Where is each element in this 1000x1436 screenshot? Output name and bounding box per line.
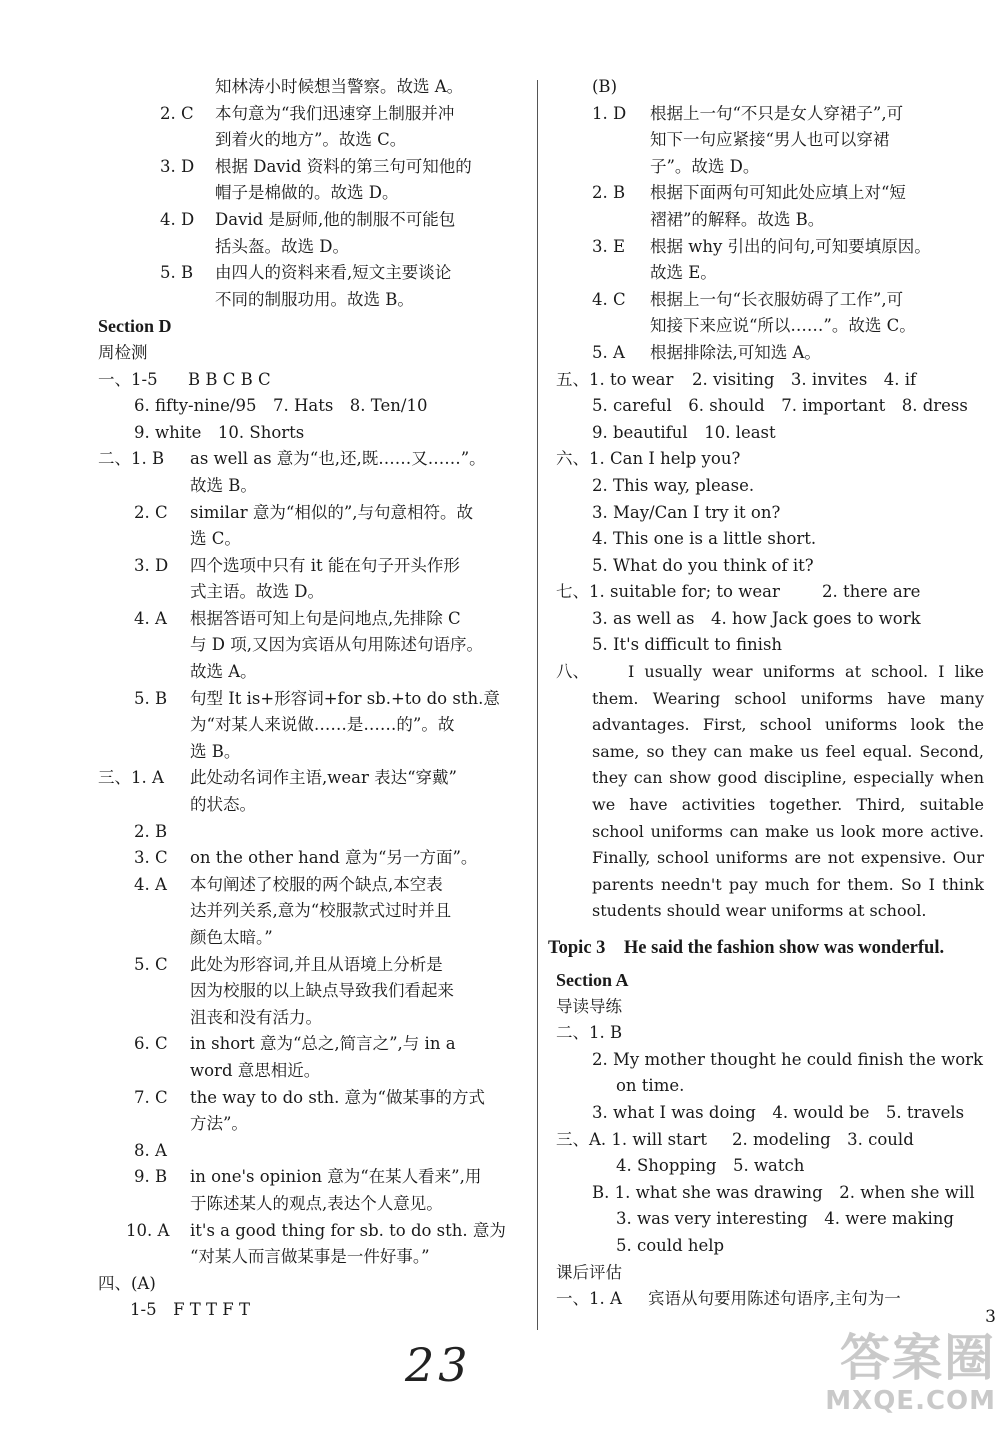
answer-line xyxy=(98,792,528,819)
answer-text: 为“对某人来说做……是……的”。故 xyxy=(190,715,455,735)
answer-line xyxy=(556,1100,984,1127)
item-number: 4. A xyxy=(134,608,167,628)
answer-line xyxy=(556,101,984,128)
answer-text: 9. beautiful 10. least xyxy=(592,422,776,442)
answer-text: 5. could help xyxy=(616,1235,725,1255)
answer-text: 选 C。 xyxy=(190,529,241,549)
answer-text: 本句阐述了校服的两个缺点,本空表 xyxy=(190,874,443,894)
answer-text: 5. careful 6. should 7. important 8. dress xyxy=(592,396,968,416)
page-number: 3 xyxy=(985,1307,996,1327)
answer-text: 9. white 10. Shorts xyxy=(134,422,305,442)
item-number: 5. B xyxy=(160,263,194,283)
answer-line xyxy=(556,1180,984,1207)
answer-line xyxy=(98,872,528,899)
answer-text: 四个选项中只有 it 能在句子开头作形 xyxy=(190,555,460,575)
answer-line xyxy=(556,420,984,447)
answer-line xyxy=(98,287,528,314)
item-number: 7. C xyxy=(134,1087,168,1107)
answer-line xyxy=(98,526,528,553)
answer-line xyxy=(98,845,528,872)
answer-line xyxy=(556,553,984,580)
essay-block xyxy=(556,659,984,925)
answer-text: 知接下来应说“所以……”。故选 C。 xyxy=(650,316,916,336)
answer-line xyxy=(98,553,528,580)
answer-text: 式主语。故选 D。 xyxy=(190,582,324,602)
answer-text: on time. xyxy=(616,1076,685,1096)
answer-line xyxy=(98,500,528,527)
answer-text: 根据答语可知上句是问地点,先排除 C xyxy=(190,608,461,628)
answer-text: 括头盔。故选 D。 xyxy=(215,236,349,256)
answer-line xyxy=(98,1218,528,1245)
answer-text: 宾语从句要用陈述句语序,主句为一 xyxy=(648,1289,901,1309)
answer-text: 5. It's difficult to finish xyxy=(592,635,783,655)
answer-line xyxy=(98,101,528,128)
watermark-logo xyxy=(816,1318,996,1430)
answer-line xyxy=(98,1297,528,1324)
answer-text: (B) xyxy=(592,77,617,96)
answer-line xyxy=(556,1206,984,1233)
answer-line xyxy=(556,606,984,633)
answer-line xyxy=(556,1047,984,1074)
item-number: 2. C xyxy=(134,502,168,522)
answer-text: 句型 It is+形容词+for sb.+to do sth.意 xyxy=(190,688,500,708)
item-number: 5. C xyxy=(134,954,168,974)
item-number: 8. A xyxy=(134,1140,167,1160)
answer-line xyxy=(98,1271,528,1298)
item-number: 四、(A) xyxy=(98,1273,156,1293)
answer-line xyxy=(98,1058,528,1085)
item-number: 9. B xyxy=(134,1167,168,1187)
right-column xyxy=(548,74,984,1313)
item-number: 3. E xyxy=(592,236,626,256)
answer-line xyxy=(98,606,528,633)
answer-line xyxy=(98,579,528,606)
answer-text: B B C B C xyxy=(188,369,271,389)
item-number: 三、A. 1. will start xyxy=(556,1129,708,1149)
item-number: 4. A xyxy=(134,874,167,894)
answer-line xyxy=(556,260,984,287)
item-number: 周检测 xyxy=(98,342,148,362)
item-number: 4. D xyxy=(160,209,195,229)
answer-line xyxy=(98,819,528,846)
answer-text: 沮丧和没有活力。 xyxy=(190,1007,322,1027)
answer-line xyxy=(98,659,528,686)
answer-line xyxy=(98,925,528,952)
answer-line xyxy=(556,1073,984,1100)
answer-line xyxy=(98,154,528,181)
answer-line xyxy=(556,74,984,101)
answer-line xyxy=(556,207,984,234)
answer-text: 此处动名词作主语,wear 表达“穿戴” xyxy=(190,768,457,788)
item-number: 2. C xyxy=(160,103,194,123)
answer-line xyxy=(98,340,528,367)
answer-line xyxy=(98,712,528,739)
answer-line xyxy=(98,1005,528,1032)
answer-text: 子”。故选 D。 xyxy=(650,156,760,176)
item-number: 二、1. B xyxy=(98,449,165,469)
answer-text: 3. as well as 4. how Jack goes to work xyxy=(592,608,921,628)
item-number: 七、1. suitable for; to wear xyxy=(556,582,780,602)
answer-line xyxy=(98,393,528,420)
answer-line xyxy=(556,340,984,367)
answer-text: 2. This way, please. xyxy=(592,475,755,495)
answer-text: 3. was very interesting 4. were making xyxy=(616,1209,954,1229)
answer-text: 6. fifty-nine/95 7. Hats 8. Ten/10 xyxy=(134,396,428,416)
answer-line xyxy=(98,127,528,154)
answer-line xyxy=(556,632,984,659)
answer-text: 根据排除法,可知选 A。 xyxy=(650,342,821,362)
item-number: 6. C xyxy=(134,1034,168,1054)
answer-text: 根据 why 引出的问句,可知要填原因。 xyxy=(650,236,931,256)
answer-text: the way to do sth. 意为“做某事的方式 xyxy=(190,1087,485,1107)
answer-text: David 是厨师,他的制服不可能包 xyxy=(215,209,456,229)
answer-text: 5. What do you think of it? xyxy=(592,555,814,575)
item-number: 导读导练 xyxy=(556,996,622,1016)
answer-line xyxy=(98,420,528,447)
answer-line xyxy=(98,1085,528,1112)
answer-text: 方法”。 xyxy=(190,1114,248,1134)
answer-line xyxy=(98,686,528,713)
item-number: 5. B xyxy=(134,688,168,708)
answer-line xyxy=(556,367,984,394)
answer-text: 故选 A。 xyxy=(190,662,257,682)
answer-text: 本句意为“我们迅速穿上制服并冲 xyxy=(215,103,455,123)
answer-line xyxy=(556,446,984,473)
answer-line xyxy=(98,234,528,261)
answer-text: word 意思相近。 xyxy=(190,1060,321,1080)
answer-line xyxy=(98,367,528,394)
item-number: Section D xyxy=(98,316,172,337)
answer-text: 于陈述某人的观点,表达个人意见。 xyxy=(190,1193,443,1213)
answer-line xyxy=(556,1260,984,1287)
answer-line xyxy=(556,994,984,1021)
answer-line xyxy=(556,473,984,500)
item-number: 10. A xyxy=(126,1220,170,1240)
answer-line xyxy=(98,632,528,659)
item-number: 二、1. B xyxy=(556,1023,623,1043)
answer-line xyxy=(556,127,984,154)
answer-text: 知林涛小时候想当警察。故选 A。 xyxy=(215,77,464,96)
answer-text: 2. modeling 3. could xyxy=(732,1129,914,1149)
answer-text: it's a good thing for sb. to do sth. 意为 xyxy=(190,1220,506,1240)
item-number: Section A xyxy=(556,970,629,990)
answer-text: 此处为形容词,并且从语境上分析是 xyxy=(190,954,443,974)
answer-line xyxy=(98,1031,528,1058)
answer-line xyxy=(556,313,984,340)
answer-text: on the other hand 意为“另一方面”。 xyxy=(190,848,478,868)
answer-line xyxy=(556,1153,984,1180)
answer-line xyxy=(556,154,984,181)
answer-line xyxy=(98,1164,528,1191)
answer-text: 根据下面两句可知此处应填上对“短 xyxy=(650,183,906,203)
answer-line xyxy=(98,180,528,207)
section-heading xyxy=(98,313,528,340)
answer-line xyxy=(98,74,528,101)
answer-text: in one's opinion 意为“在某人看来”,用 xyxy=(190,1167,482,1187)
item-number: 5. A xyxy=(592,342,625,362)
answer-line xyxy=(556,180,984,207)
answer-text: in short 意为“总之,简言之”,与 in a xyxy=(190,1034,456,1054)
answer-text: 故选 E。 xyxy=(650,263,717,283)
answer-text: 选 B。 xyxy=(190,741,241,761)
answer-text: B. 1. what she was drawing 2. when she will xyxy=(592,1182,975,1202)
essay-label: 八、 xyxy=(556,662,589,682)
answer-text: 的状态。 xyxy=(190,795,256,815)
item-number: 3. D xyxy=(160,156,195,176)
answer-text: 4. This one is a little short. xyxy=(592,529,817,549)
answer-line xyxy=(556,526,984,553)
answer-text: 故选 B。 xyxy=(190,475,257,495)
answer-text: 不同的制服功用。故选 B。 xyxy=(215,289,414,309)
handwritten-page-number: 23 xyxy=(405,1338,472,1392)
item-number: 一、1-5 xyxy=(98,369,158,389)
answer-text: 根据上一句“不只是女人穿裙子”,可 xyxy=(650,103,904,123)
answer-text: “对某人而言做某事是一件好事。” xyxy=(190,1247,430,1267)
answer-text: 4. Shopping 5. watch xyxy=(616,1156,805,1176)
answer-text: 到着火的地方”。故选 C。 xyxy=(215,130,407,150)
answer-text: 与 D 项,又因为宾语从句用陈述句语序。 xyxy=(190,635,483,655)
item-number: 五、1. to wear xyxy=(556,369,674,389)
answer-text: as well as 意为“也,还,既……又……”。 xyxy=(190,449,486,469)
answer-line xyxy=(556,234,984,261)
answer-text: 3. May/Can I try it on? xyxy=(592,502,781,522)
answer-text: 2. there are xyxy=(822,582,921,602)
item-number: 六、1. Can I help you? xyxy=(556,449,741,469)
item-number: 3. C xyxy=(134,848,168,868)
answer-text: 根据 David 资料的第三句可知他的 xyxy=(215,156,472,176)
answer-line xyxy=(556,1233,984,1260)
item-number: 一、1. A xyxy=(556,1289,622,1309)
answer-line xyxy=(98,978,528,1005)
answer-line xyxy=(98,1244,528,1271)
topic-heading: Topic 3 He said the fashion show was wonderful. xyxy=(548,938,945,958)
left-column xyxy=(98,74,528,1324)
answer-line xyxy=(556,579,984,606)
section-heading xyxy=(556,967,984,994)
essay-text: I usually wear uniforms at school. I like them. Wearing school uniforms have many advantages. First, school uniforms look the same, so they can make us feel equal. Second, they can show good discipline, especially when we have activities together. Third, suitable school uniforms can make us look more active. Finally, school uniforms are not expensive. Our parents needn't pay much for them. So I think students should wear uniforms at school. xyxy=(592,662,984,921)
answer-text: 因为校服的以上缺点导致我们看起来 xyxy=(190,981,454,1001)
answer-line xyxy=(98,473,528,500)
answer-text: 颜色太暗。” xyxy=(190,928,273,947)
answer-text: 知下一句应紧接“男人也可以穿裙 xyxy=(650,130,890,150)
item-number: 三、1. A xyxy=(98,768,164,788)
answer-line xyxy=(98,765,528,792)
answer-line xyxy=(556,287,984,314)
answer-text: 褶裙”的解释。故选 B。 xyxy=(650,209,825,229)
answer-line xyxy=(98,739,528,766)
item-number: 3. D xyxy=(134,555,169,575)
answer-line xyxy=(556,1286,984,1313)
answer-text: 达并列关系,意为“校服款式过时并且 xyxy=(190,901,452,921)
item-number: 2. B xyxy=(134,821,168,841)
watermark-line1: 答案圈 xyxy=(840,1329,996,1387)
item-number: 4. C xyxy=(592,289,626,309)
answer-line xyxy=(98,1138,528,1165)
topic-answers xyxy=(556,967,984,1313)
answer-line xyxy=(98,207,528,234)
answer-line xyxy=(556,1020,984,1047)
answer-text: 2. visiting 3. invites 4. if xyxy=(692,369,917,389)
answer-text: 1-5 F T T F T xyxy=(130,1300,250,1320)
item-number: 课后评估 xyxy=(556,1262,622,1282)
answer-line xyxy=(98,952,528,979)
item-number: 2. B xyxy=(592,183,626,203)
answer-line xyxy=(556,393,984,420)
answer-text: 帽子是棉做的。故选 D。 xyxy=(215,183,399,203)
answer-text: 根据上一句“长衣服妨碍了工作”,可 xyxy=(650,289,904,309)
column-divider xyxy=(537,80,538,1330)
answer-line xyxy=(556,500,984,527)
watermark-line2: MXQE.COM xyxy=(825,1386,996,1416)
answer-text: 2. My mother thought he could finish the work xyxy=(592,1049,984,1069)
answer-line xyxy=(98,260,528,287)
answer-line xyxy=(98,1111,528,1138)
answer-text: 由四人的资料来看,短文主要谈论 xyxy=(215,263,452,283)
answer-line xyxy=(98,446,528,473)
item-number: 1. D xyxy=(592,103,627,123)
answer-line xyxy=(556,1127,984,1154)
answer-line xyxy=(98,898,528,925)
answer-line xyxy=(98,1191,528,1218)
answer-text: similar 意为“相似的”,与句意相符。故 xyxy=(190,502,474,522)
answer-text: 3. what I was doing 4. would be 5. travels xyxy=(592,1102,965,1122)
